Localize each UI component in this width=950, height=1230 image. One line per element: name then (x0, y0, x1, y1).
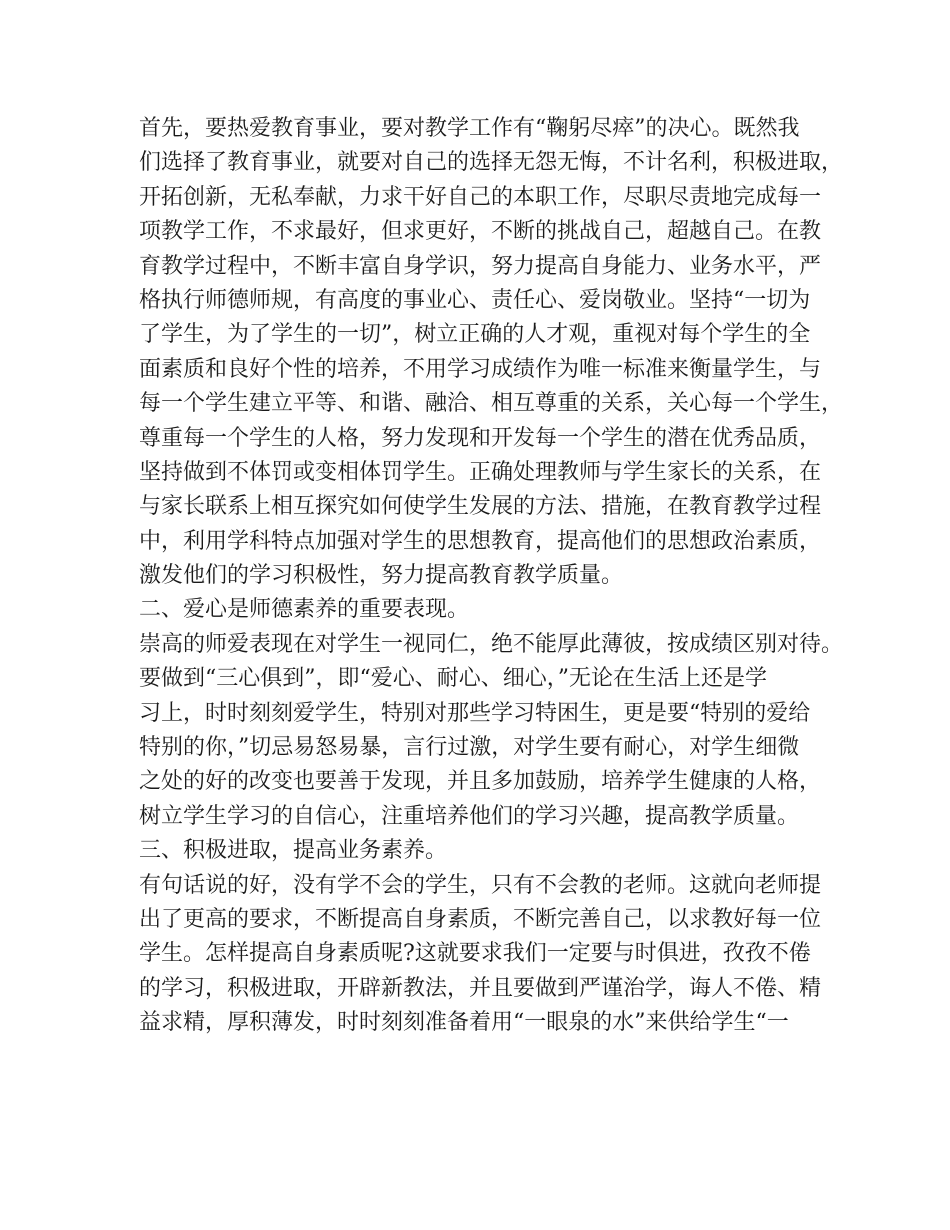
text-line: 树立学生学习的自信心，注重培养他们的学习兴趣，提高教学质量。 (139, 803, 800, 829)
text-line: 与家长联系上相互探究如何使学生发展的方法、措施，在教育教学过程 (139, 494, 822, 520)
text-line: 之处的好的改变也要善于发现，并且多加鼓励，培养学生健康的人格， (139, 769, 822, 795)
text-line: 特别的你，”切忌易怒易暴，言行过激，对学生要有耐心，对学生细微 (139, 735, 800, 761)
text-line: 崇高的师爱表现在对学生一视同仁，绝不能厚此薄彼，按成绩区别对待。 (139, 631, 844, 657)
text-line: 面素质和良好个性的培养，不用学习成绩作为唯一标准来衡量学生，与 (139, 356, 822, 382)
text-line: 出了更高的要求，不断提高自身素质，不断完善自己，以求教好每一位 (139, 906, 822, 932)
text-line: 们选择了教育事业，就要对自己的选择无怨无悔，不计名利，积极进取， (139, 150, 844, 176)
text-line: 要做到“三心俱到”，即“爱心、耐心、细心，”无论在生活上还是学 (139, 666, 767, 692)
text-line: 坚持做到不体罚或变相体罚学生。正确处理教师与学生家长的关系，在 (139, 459, 822, 485)
text-line: 开拓创新，无私奉献，力求干好自己的本职工作，尽职尽责地完成每一 (139, 184, 822, 210)
text-line: 了学生，为了学生的一切”，树立正确的人才观，重视对每个学生的全 (139, 322, 811, 348)
text-line: 项教学工作，不求最好，但求更好，不断的挑战自己，超越自己。在教 (139, 219, 822, 245)
text-line: 格执行师德师规，有高度的事业心、责任心、爱岗敬业。坚持“一切为 (139, 287, 811, 313)
text-line: 尊重每一个学生的人格，努力发现和开发每一个学生的潜在优秀品质， (139, 425, 822, 451)
text-line: 中，利用学科特点加强对学生的思想教育，提高他们的思想政治素质， (139, 528, 822, 554)
text-line: 的学习，积极进取，开辟新教法，并且要做到严谨治学，诲人不倦、精 (139, 975, 822, 1001)
section-heading: 三、积极进取，提高业务素养。 (139, 838, 448, 864)
text-line: 有句话说的好，没有学不会的学生，只有不会教的老师。这就向老师提 (139, 872, 822, 898)
section-heading: 二、爱心是师德素养的重要表现。 (139, 597, 470, 623)
document-body-text (139, 112, 844, 1041)
text-line: 每一个学生建立平等、和谐、融洽、相互尊重的关系，关心每一个学生， (139, 391, 844, 417)
text-line: 首先，要热爱教育事业，要对教学工作有“鞠躬尽瘁”的决心。既然我 (139, 116, 800, 141)
text-line: 益求精，厚积薄发，时时刻刻准备着用“一眼泉的水”来供给学生“一 (139, 1010, 789, 1036)
text-line: 激发他们的学习积极性，努力提高教育教学质量。 (139, 563, 624, 589)
text-line: 习上，时时刻刻爱学生，特别对那些学习特困生，更是要“特别的爱给 (139, 700, 811, 726)
text-line: 学生。怎样提高自身素质呢?这就要求我们一定要与时俱进，孜孜不倦 (139, 941, 811, 967)
text-line: 育教学过程中，不断丰富自身学识，努力提高自身能力、业务水平，严 (139, 253, 822, 279)
